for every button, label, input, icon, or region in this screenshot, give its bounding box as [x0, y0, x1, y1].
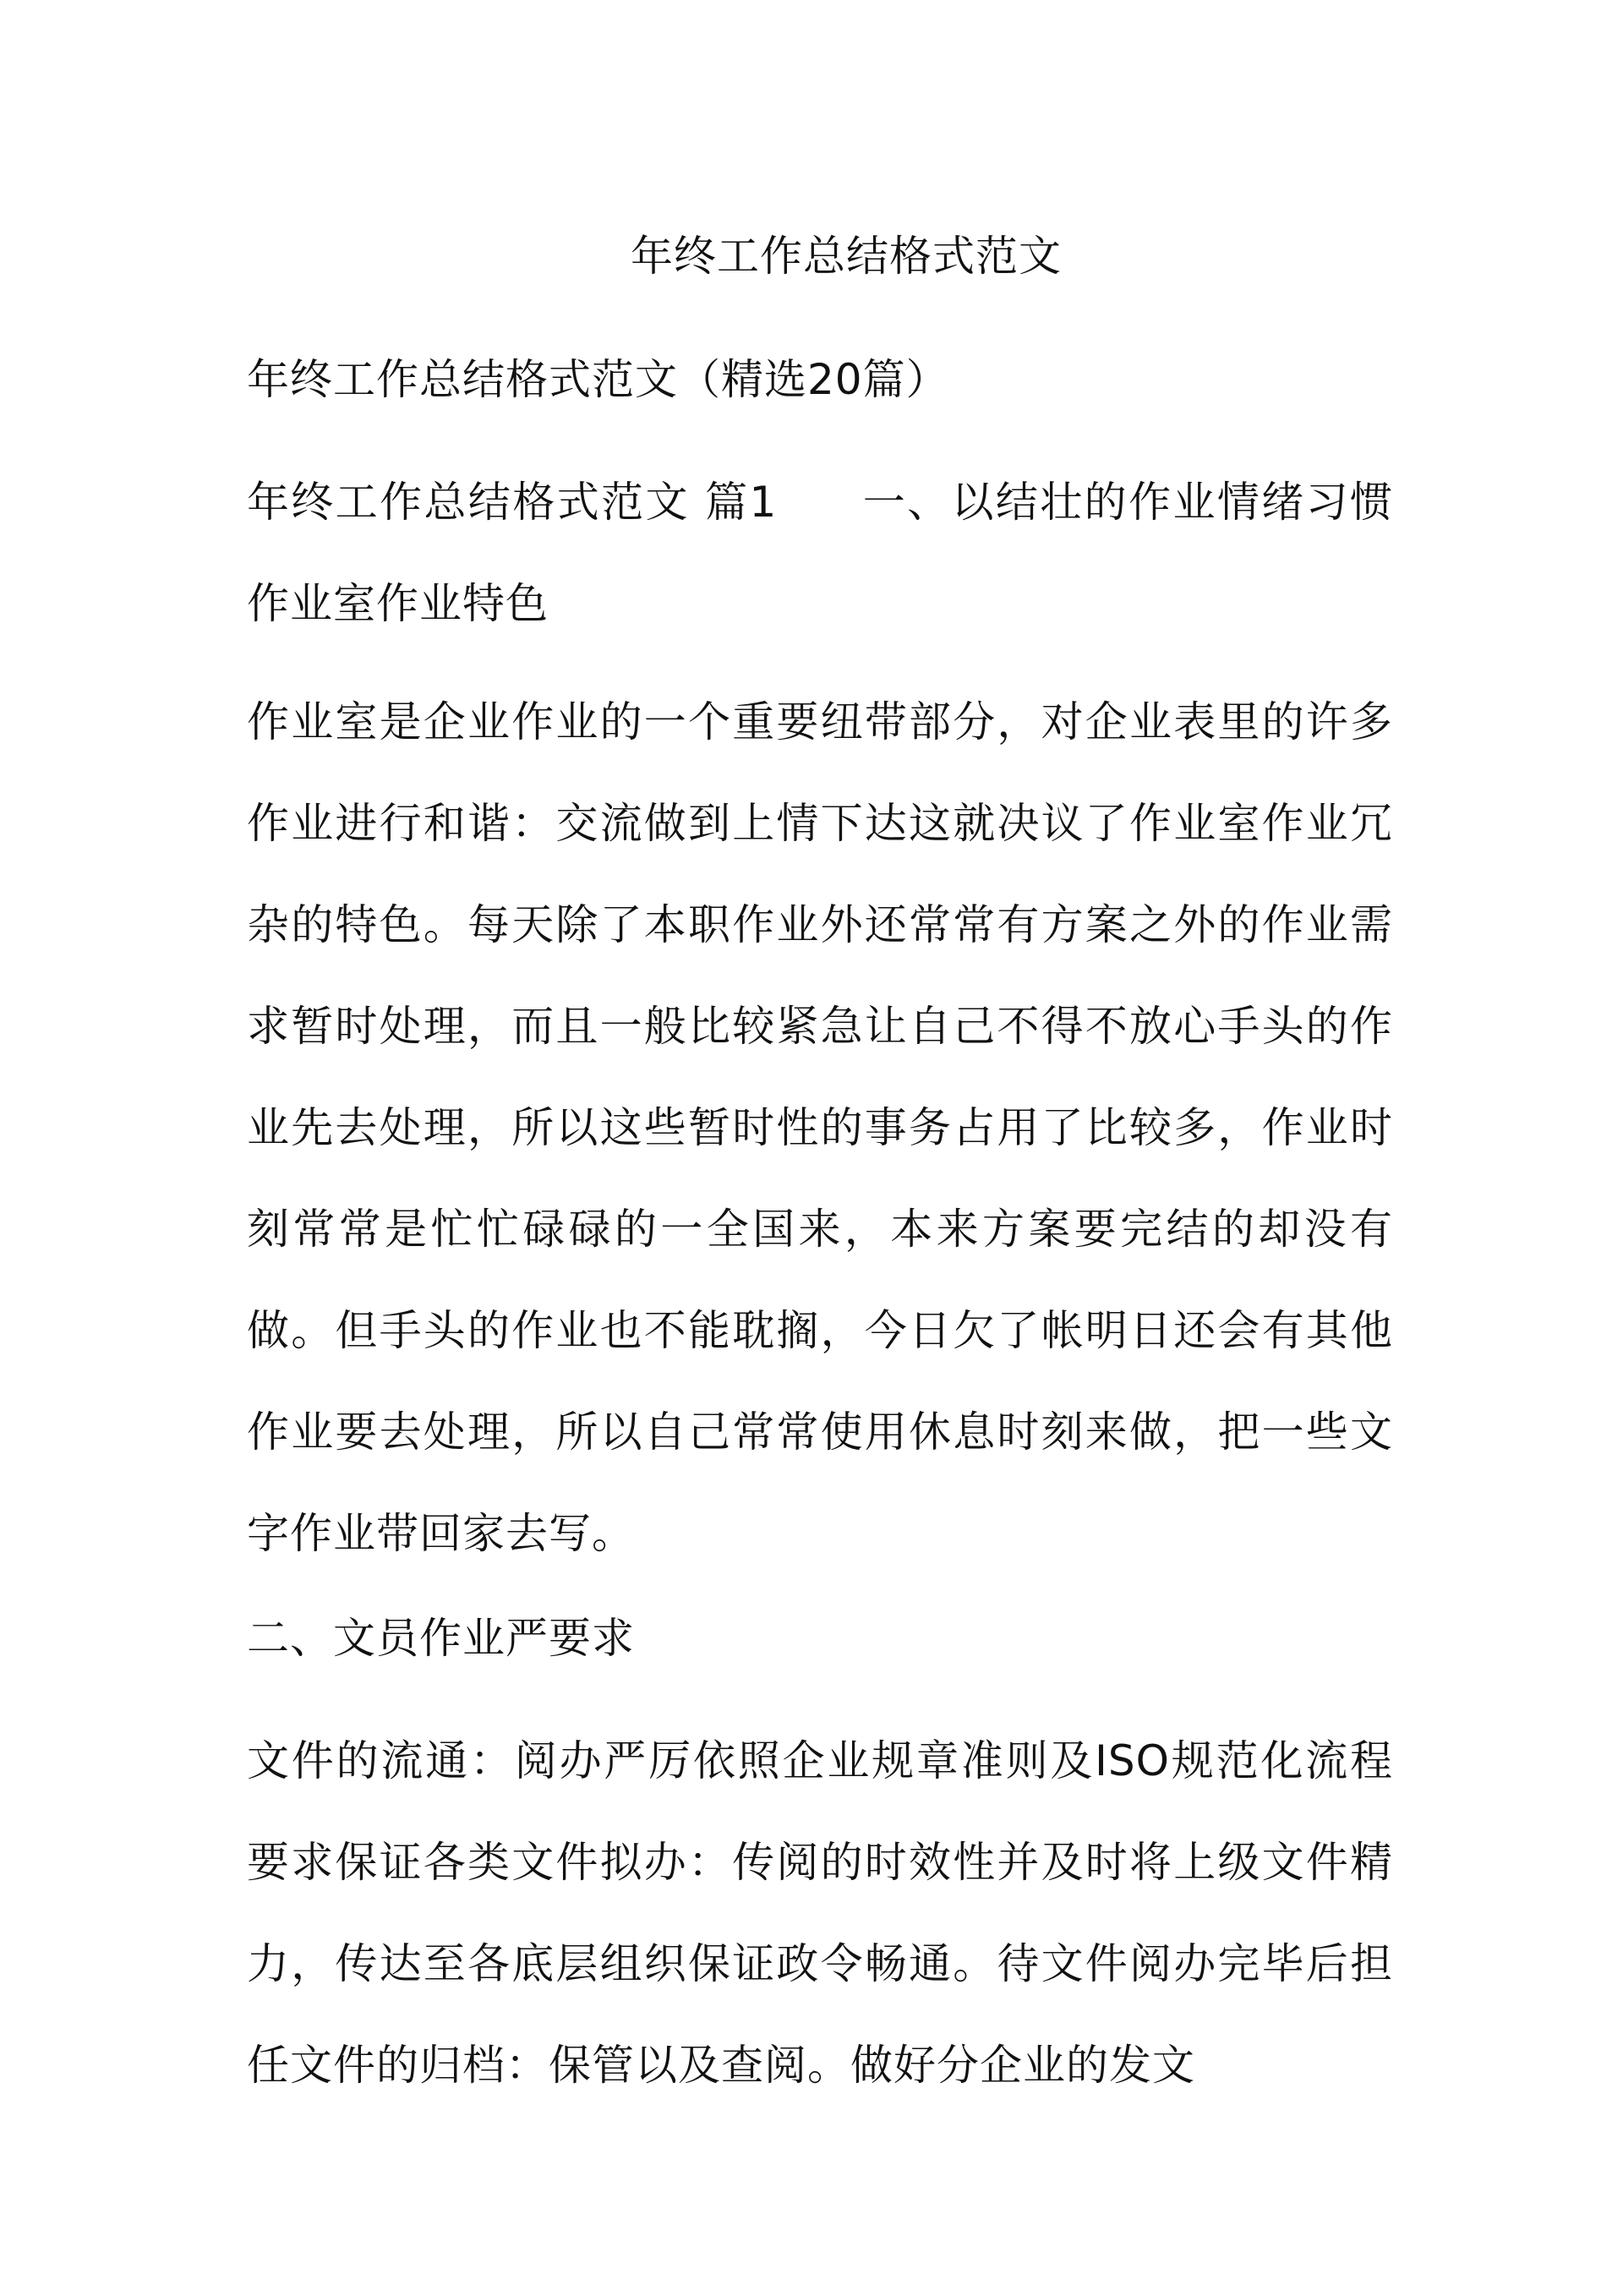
section-2-heading: 二、文员作业严要求 — [247, 1614, 635, 1663]
section-2-paragraph: 文件的流通：阅办严厉依照企业规章准则及ISO规范化流程要求保证各类文件拟办：传阅的时效性并及时将上级文件精力，传达至各底层组织保证政令畅通。待文件阅办完毕后担任文件的归档：保管以及查阅。做好分企业的发文 — [247, 1736, 1393, 2090]
document-title: 年终工作总结格式范文 — [631, 232, 1062, 281]
section-1-label: 年终工作总结格式范文 篇1 — [247, 478, 778, 527]
document-subtitle: 年终工作总结格式范文（精选20篇） — [247, 355, 949, 404]
section-1-paragraph: 作业室是企业作业的一个重要纽带部分，对企业表里的许多作业进行和谐：交流做到上情下达这就决议了作业室作业冗杂的特色。每天除了本职作业外还常常有方案之外的作业需求暂时处理，而且一般比较紧急让自己不得不放心手头的作业先去处理，所以这些暂时性的事务占用了比较多，作业时刻常常是忙忙碌碌的一全国来，本来方案要完结的却没有做。但手头的作业也不能耽搁，今日欠了帐明日还会有其他作业要去处理，所以自己常常使用休息时刻来做，把一些文字作业带回家去写。 — [247, 697, 1393, 1558]
section-1-heading: 一、以结壮的作业情绪习惯作业室作业特色 — [247, 478, 1393, 628]
section-1-heading-line — [247, 451, 1393, 654]
